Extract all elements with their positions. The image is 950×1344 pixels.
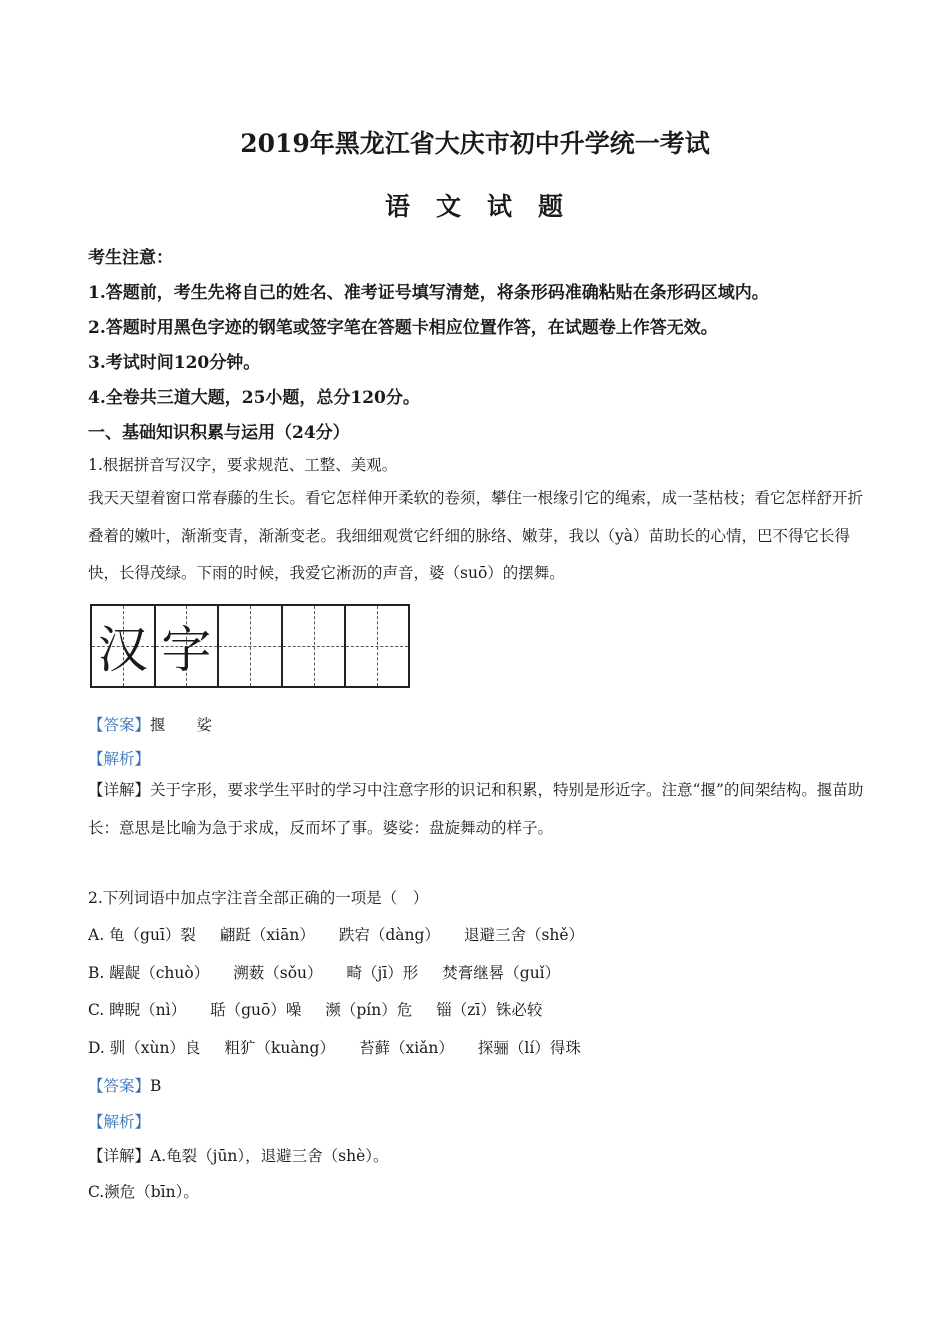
answer-text: 揠 娑 — [150, 716, 213, 734]
q2-stem: 2.下列词语中加点字注音全部正确的一项是（ ） — [88, 889, 429, 907]
detail-tag: 【详解】 — [88, 781, 151, 799]
grid-cell: 字 — [156, 606, 220, 686]
grid-cell — [219, 606, 283, 686]
q1-detail — [88, 772, 873, 847]
detail-text: A.龟裂（jūn），退避三舍（shè）。 — [150, 1147, 389, 1165]
detail-tag: 【详解】 — [88, 1147, 151, 1165]
subtitle-char: 语 — [384, 192, 412, 221]
grid-cell — [346, 606, 408, 686]
answer-tag: 【答案】 — [88, 1077, 151, 1095]
option-d: D. 驯（xùn）良 粗犷（kuàng） 苔藓（xiǎn） 探骊（lí）得珠 — [88, 1039, 581, 1057]
analysis-tag: 【解析】 — [88, 1113, 151, 1131]
notice-item: 1.答题前，考生先将自己的姓名、准考证号填写清楚，将条形码准确粘贴在条形码区域内。 — [88, 283, 769, 303]
answer-tag: 【答案】 — [88, 716, 151, 734]
q1-stem: 1.根据拼音写汉字，要求规范、工整、美观。 — [88, 456, 398, 474]
exam-title: 2019年黑龙江省大庆市初中升学统一考试 — [240, 129, 710, 158]
analysis-tag: 【解析】 — [88, 750, 151, 768]
exam-subtitle — [0, 187, 950, 223]
answer-text: B — [150, 1077, 162, 1095]
notice-heading: 考生注意： — [88, 248, 173, 268]
q1-answer — [88, 713, 212, 735]
section-heading: 一、基础知识积累与运用（24分） — [88, 423, 350, 443]
subtitle-char: 试 — [487, 192, 515, 221]
subtitle-char: 文 — [435, 192, 463, 221]
q2-answer — [88, 1074, 161, 1096]
q2-detail-a — [88, 1144, 389, 1166]
q1-passage: 我天天望着窗口常春藤的生长。看它怎样伸开柔软的卷须，攀住一根缘引它的绳索，成一茎枯枝；看它怎样舒开折叠着的嫩叶，渐渐变青，渐渐变老。我细细观赏它纤细的脉络、嫩芽，我以（yà）苗助长的心情，巴不得它长得快，长得茂绿。下雨的时候，我爱它淅沥的声音，婆（suō）的摆舞。 — [88, 489, 864, 582]
option-a: A. 龟（guī）裂 翩跹（xiān） 跌宕（dàng） 退避三舍（shě） — [88, 926, 585, 944]
option-c: C. 睥睨（nì） 聒（guō）噪 濒（pín）危 锱（zī）铢必较 — [88, 1001, 543, 1019]
notice-item: 2.答题时用黑色字迹的钢笔或签字笔在答题卡相应位置作答，在试题卷上作答无效。 — [88, 318, 718, 338]
writing-grid — [90, 604, 410, 688]
option-b: B. 龌龊（chuò） 溯薮（sǒu） 畸（jī）形 焚膏继晷（guǐ） — [88, 964, 561, 982]
subtitle-char: 题 — [538, 192, 566, 221]
grid-cell: 汉 — [92, 606, 156, 686]
notice-item: 4.全卷共三道大题，25小题，总分120分。 — [88, 388, 420, 408]
grid-cell — [283, 606, 347, 686]
q2-detail-c: C.濒危（bīn）。 — [88, 1183, 199, 1201]
detail-text: 关于字形，要求学生平时的学习中注意字形的识记和积累，特别是形近字。注意“揠”的间架结构。揠苗助长：意思是比喻为急于求成，反而坏了事。婆娑：盘旋舞动的样子。 — [88, 781, 864, 837]
notice-item: 3.考试时间120分钟。 — [88, 353, 261, 373]
